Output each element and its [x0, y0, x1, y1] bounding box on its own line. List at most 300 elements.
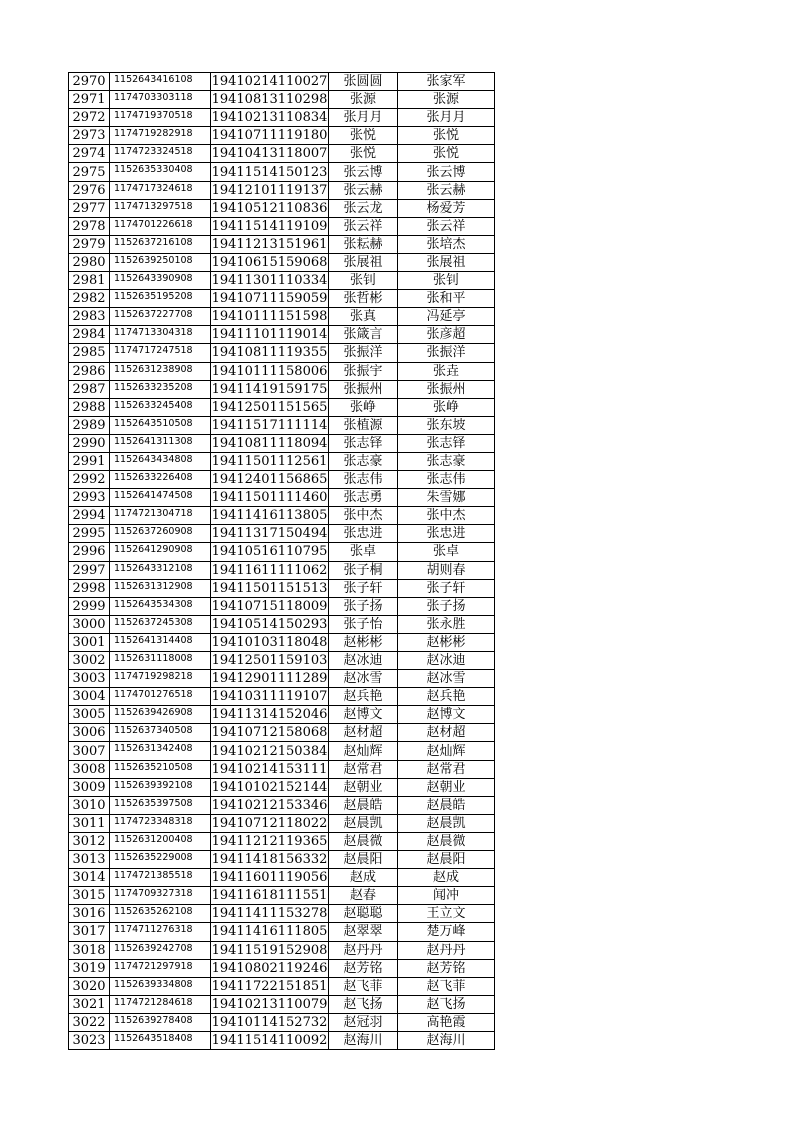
id-number-cell: 19410102152144	[211, 779, 328, 795]
code-cell: 1152643518408	[110, 1031, 211, 1049]
table-row	[69, 253, 495, 271]
table-row	[69, 416, 495, 434]
name-cell: 张忠进	[329, 525, 398, 543]
table-row	[69, 109, 495, 127]
code-cell: 1152633235208	[110, 380, 211, 398]
name-cell: 赵聪聪	[329, 905, 398, 923]
table-row	[69, 380, 495, 398]
second-name-cell: 杨爱芳	[398, 199, 495, 217]
row-number: 3005	[69, 706, 110, 724]
second-name-cell: 赵飞菲	[398, 977, 495, 995]
table-row	[69, 796, 495, 814]
table-row	[69, 832, 495, 850]
table-row	[69, 851, 495, 869]
table-row	[69, 1013, 495, 1031]
table-row	[69, 145, 495, 163]
row-number: 2999	[69, 597, 110, 615]
table-row	[69, 959, 495, 977]
second-name-cell: 张子扬	[398, 597, 495, 615]
second-name-cell: 张家军	[398, 73, 495, 91]
id-number-cell: 19412901111289	[211, 671, 328, 687]
row-number: 3014	[69, 869, 110, 887]
name-cell: 张真	[329, 308, 398, 326]
code-cell: 1152631238908	[110, 362, 211, 380]
name-cell: 张志豪	[329, 452, 398, 470]
row-number: 3020	[69, 977, 110, 995]
second-name-cell: 张永胜	[398, 615, 495, 633]
code-cell: 1152637216108	[110, 235, 211, 253]
row-number: 3000	[69, 615, 110, 633]
row-number: 3023	[69, 1031, 110, 1049]
table-row	[69, 91, 495, 109]
second-name-cell: 赵晨阳	[398, 851, 495, 869]
second-name-cell: 张志伟	[398, 471, 495, 489]
code-cell: 1152637245308	[110, 615, 211, 633]
name-cell: 赵晨阳	[329, 851, 398, 869]
second-name-cell: 张卓	[398, 543, 495, 561]
second-name-cell: 赵海川	[398, 1031, 495, 1049]
row-number: 2995	[69, 525, 110, 543]
code-cell: 1174717247518	[110, 344, 211, 362]
second-name-cell: 张和平	[398, 290, 495, 308]
table-row	[69, 923, 495, 941]
second-name-cell: 张东坡	[398, 416, 495, 434]
table-row	[69, 670, 495, 688]
row-number: 3003	[69, 670, 110, 688]
row-number: 2994	[69, 507, 110, 525]
table-row	[69, 905, 495, 923]
code-cell: 1174721297918	[110, 959, 211, 977]
second-name-cell: 高艳霞	[398, 1013, 495, 1031]
name-cell: 张子轩	[329, 579, 398, 597]
name-cell: 赵冠羽	[329, 1013, 398, 1031]
second-name-cell: 张月月	[398, 109, 495, 127]
id-number-cell: 19411501111460	[211, 490, 328, 506]
row-number: 2972	[69, 109, 110, 127]
second-name-cell: 赵灿辉	[398, 742, 495, 760]
code-cell: 1152643312108	[110, 561, 211, 579]
name-cell: 赵晨微	[329, 832, 398, 850]
second-name-cell: 张志铎	[398, 434, 495, 452]
id-number-cell: 19410111158006	[211, 363, 328, 379]
name-cell: 张植源	[329, 416, 398, 434]
row-number: 3007	[69, 742, 110, 760]
table-row	[69, 434, 495, 452]
id-number-cell: 19410114152732	[211, 1014, 328, 1030]
id-number-cell: 19411416111805	[211, 924, 328, 940]
name-cell: 张志伟	[329, 471, 398, 489]
second-name-cell: 赵芳铭	[398, 959, 495, 977]
table-row	[69, 814, 495, 832]
second-name-cell: 张志豪	[398, 452, 495, 470]
name-cell: 赵材超	[329, 724, 398, 742]
table-row	[69, 362, 495, 380]
code-cell: 1174713304318	[110, 326, 211, 344]
table-row	[69, 995, 495, 1013]
id-number-cell: 19410214110027	[211, 74, 328, 90]
code-cell: 1152643510508	[110, 416, 211, 434]
id-number-cell: 19410311119107	[211, 689, 328, 705]
code-cell: 1152643416108	[110, 73, 211, 91]
row-number: 3002	[69, 652, 110, 670]
row-number: 2974	[69, 145, 110, 163]
second-name-cell: 张彦超	[398, 326, 495, 344]
second-name-cell: 张云赫	[398, 181, 495, 199]
second-name-cell: 张振洋	[398, 344, 495, 362]
row-number: 3015	[69, 887, 110, 905]
code-cell: 1174723348318	[110, 814, 211, 832]
second-name-cell: 张悦	[398, 145, 495, 163]
code-cell: 1152631118008	[110, 652, 211, 670]
id-number-cell: 19412501159103	[211, 653, 328, 669]
code-cell: 1152639242708	[110, 941, 211, 959]
id-number-cell: 19411501112561	[211, 454, 328, 470]
row-number: 3022	[69, 1013, 110, 1031]
name-cell: 赵彬彬	[329, 633, 398, 651]
code-cell: 1174723324518	[110, 145, 211, 163]
row-number: 2980	[69, 253, 110, 271]
code-cell: 1174719298218	[110, 670, 211, 688]
row-number: 2975	[69, 163, 110, 181]
code-cell: 1152637340508	[110, 724, 211, 742]
table-row	[69, 471, 495, 489]
table-row	[69, 290, 495, 308]
row-number: 3021	[69, 995, 110, 1013]
row-number: 2991	[69, 452, 110, 470]
code-cell: 1152641290908	[110, 543, 211, 561]
table-row	[69, 543, 495, 561]
table-row	[69, 597, 495, 615]
row-number: 2993	[69, 489, 110, 507]
second-name-cell: 张振州	[398, 380, 495, 398]
table-row	[69, 887, 495, 905]
second-name-cell: 张培杰	[398, 235, 495, 253]
row-number: 2978	[69, 217, 110, 235]
second-name-cell: 赵常君	[398, 760, 495, 778]
id-number-cell: 19410811118094	[211, 435, 328, 451]
name-cell: 张云祥	[329, 217, 398, 235]
row-number: 2973	[69, 127, 110, 145]
name-cell: 赵朝业	[329, 778, 398, 796]
row-number: 2990	[69, 434, 110, 452]
id-number-cell: 19410103118048	[211, 634, 328, 650]
code-cell: 1152633245408	[110, 398, 211, 416]
name-cell: 张峥	[329, 398, 398, 416]
id-number-cell: 19411722151851	[211, 978, 328, 994]
id-number-cell: 19411519152908	[211, 942, 328, 958]
table-row	[69, 163, 495, 181]
id-number-cell: 19410512110836	[211, 200, 328, 216]
code-cell: 1152643434808	[110, 452, 211, 470]
name-cell: 张月月	[329, 109, 398, 127]
name-cell: 张子怡	[329, 615, 398, 633]
table-row	[69, 489, 495, 507]
name-cell: 张箴言	[329, 326, 398, 344]
name-cell: 张子桐	[329, 561, 398, 579]
id-number-cell: 19411517111114	[211, 417, 328, 433]
table-row	[69, 652, 495, 670]
table-row	[69, 507, 495, 525]
row-number: 2996	[69, 543, 110, 561]
code-cell: 1174701226618	[110, 217, 211, 235]
name-cell: 张振州	[329, 380, 398, 398]
id-number-cell: 19410715118009	[211, 598, 328, 614]
code-cell: 1174721385518	[110, 869, 211, 887]
id-number-cell: 19410711119180	[211, 128, 328, 144]
row-number: 2989	[69, 416, 110, 434]
id-number-cell: 19410213110079	[211, 996, 328, 1012]
code-cell: 1152641474508	[110, 489, 211, 507]
id-number-cell: 19411419159175	[211, 381, 328, 397]
id-number-cell: 19411314152046	[211, 707, 328, 723]
code-cell: 1152643534308	[110, 597, 211, 615]
id-number-cell: 19411618111551	[211, 888, 328, 904]
code-cell: 1152639334808	[110, 977, 211, 995]
second-name-cell: 张峥	[398, 398, 495, 416]
row-number: 2998	[69, 579, 110, 597]
row-number: 2977	[69, 199, 110, 217]
id-number-cell: 19410811119355	[211, 345, 328, 361]
row-number: 3009	[69, 778, 110, 796]
code-cell: 1174721284618	[110, 995, 211, 1013]
second-name-cell: 赵丹丹	[398, 941, 495, 959]
second-name-cell: 朱雪娜	[398, 489, 495, 507]
table-row	[69, 73, 495, 91]
name-cell: 张志勇	[329, 489, 398, 507]
id-number-cell: 19410712158068	[211, 725, 328, 741]
code-cell: 1152637227708	[110, 308, 211, 326]
table-row	[69, 688, 495, 706]
name-cell: 赵晨皓	[329, 796, 398, 814]
code-cell: 1152641311308	[110, 434, 211, 452]
row-number: 2983	[69, 308, 110, 326]
second-name-cell: 张云祥	[398, 217, 495, 235]
table-row	[69, 579, 495, 597]
name-cell: 赵海川	[329, 1031, 398, 1049]
code-cell: 1152643390908	[110, 272, 211, 290]
code-cell: 1152635262108	[110, 905, 211, 923]
id-number-cell: 19410615159068	[211, 254, 328, 270]
name-cell: 赵博文	[329, 706, 398, 724]
id-number-cell: 19411601119056	[211, 870, 328, 886]
name-cell: 赵飞扬	[329, 995, 398, 1013]
name-cell: 张振宇	[329, 362, 398, 380]
second-name-cell: 赵晨皓	[398, 796, 495, 814]
second-name-cell: 赵晨微	[398, 832, 495, 850]
id-number-cell: 19410413118007	[211, 146, 328, 162]
id-number-cell: 19410213110834	[211, 110, 328, 126]
name-cell: 赵晨凯	[329, 814, 398, 832]
table-row	[69, 272, 495, 290]
id-number-cell: 19411317150494	[211, 526, 328, 542]
second-name-cell: 张悦	[398, 127, 495, 145]
code-cell: 1174719370518	[110, 109, 211, 127]
row-number: 3016	[69, 905, 110, 923]
name-cell: 赵常君	[329, 760, 398, 778]
row-number: 2979	[69, 235, 110, 253]
id-number-cell: 19411416113805	[211, 508, 328, 524]
row-number: 2988	[69, 398, 110, 416]
second-name-cell: 赵晨凯	[398, 814, 495, 832]
table-row	[69, 344, 495, 362]
second-name-cell: 张子轩	[398, 579, 495, 597]
code-cell: 1152631342408	[110, 742, 211, 760]
code-cell: 1152639250108	[110, 253, 211, 271]
code-cell: 1174703303118	[110, 91, 211, 109]
code-cell: 1174711276318	[110, 923, 211, 941]
code-cell: 1152633226408	[110, 471, 211, 489]
row-number: 3013	[69, 851, 110, 869]
table-row	[69, 760, 495, 778]
second-name-cell: 赵彬彬	[398, 633, 495, 651]
id-number-cell: 19411514110092	[211, 1033, 328, 1049]
row-number: 3010	[69, 796, 110, 814]
table-row	[69, 633, 495, 651]
second-name-cell: 赵冰迪	[398, 652, 495, 670]
id-number-cell: 19410802119246	[211, 960, 328, 976]
table-row	[69, 724, 495, 742]
table-row	[69, 561, 495, 579]
id-number-cell: 19412101119137	[211, 182, 328, 198]
id-number-cell: 19411514119109	[211, 218, 328, 234]
row-number: 2982	[69, 290, 110, 308]
name-cell: 张悦	[329, 145, 398, 163]
second-name-cell: 闻冲	[398, 887, 495, 905]
table-row	[69, 452, 495, 470]
table-row	[69, 199, 495, 217]
row-number: 3017	[69, 923, 110, 941]
row-number: 2984	[69, 326, 110, 344]
id-number-cell: 19411514150123	[211, 164, 328, 180]
row-number: 2985	[69, 344, 110, 362]
code-cell: 1152631312908	[110, 579, 211, 597]
name-cell: 张子扬	[329, 597, 398, 615]
id-number-cell: 19411611111062	[211, 562, 328, 578]
id-number-cell: 19411501151513	[211, 580, 328, 596]
name-cell: 张志铎	[329, 434, 398, 452]
table-body	[69, 73, 495, 1050]
table-row	[69, 1031, 495, 1049]
row-number: 2976	[69, 181, 110, 199]
code-cell: 1152635195208	[110, 290, 211, 308]
code-cell: 1152639392108	[110, 778, 211, 796]
name-cell: 赵飞菲	[329, 977, 398, 995]
name-cell: 赵兵艳	[329, 688, 398, 706]
second-name-cell: 张垚	[398, 362, 495, 380]
id-number-cell: 19411411153278	[211, 906, 328, 922]
code-cell: 1152639426908	[110, 706, 211, 724]
id-number-cell: 19410516110795	[211, 544, 328, 560]
second-name-cell: 王立文	[398, 905, 495, 923]
name-cell: 赵成	[329, 869, 398, 887]
name-cell: 赵丹丹	[329, 941, 398, 959]
id-number-cell: 19410212150384	[211, 743, 328, 759]
name-cell: 赵芳铭	[329, 959, 398, 977]
code-cell: 1152635397508	[110, 796, 211, 814]
code-cell: 1152635330408	[110, 163, 211, 181]
name-cell: 赵春	[329, 887, 398, 905]
name-cell: 赵冰雪	[329, 670, 398, 688]
row-number: 2970	[69, 73, 110, 91]
table-row	[69, 217, 495, 235]
name-cell: 张悦	[329, 127, 398, 145]
name-cell: 赵冰迪	[329, 652, 398, 670]
code-cell: 1152639278408	[110, 1013, 211, 1031]
second-name-cell: 赵朝业	[398, 778, 495, 796]
table-row	[69, 941, 495, 959]
code-cell: 1152631200408	[110, 832, 211, 850]
row-number: 2971	[69, 91, 110, 109]
id-number-cell: 19410711159059	[211, 291, 328, 307]
row-number: 3019	[69, 959, 110, 977]
id-number-cell: 19411418156332	[211, 852, 328, 868]
code-cell: 1174719282918	[110, 127, 211, 145]
row-number: 2981	[69, 272, 110, 290]
id-number-cell: 19411101119014	[211, 327, 328, 343]
second-name-cell: 张展祖	[398, 253, 495, 271]
id-number-cell: 19410712118022	[211, 815, 328, 831]
table-row	[69, 398, 495, 416]
id-number-cell: 19410111151598	[211, 309, 328, 325]
row-number: 3001	[69, 633, 110, 651]
name-cell: 赵灿辉	[329, 742, 398, 760]
name-cell: 张云龙	[329, 199, 398, 217]
code-cell: 1174717324618	[110, 181, 211, 199]
row-number: 2987	[69, 380, 110, 398]
name-cell: 张源	[329, 91, 398, 109]
id-number-cell: 19410212153346	[211, 797, 328, 813]
table-row	[69, 127, 495, 145]
row-number: 3011	[69, 814, 110, 832]
id-number-cell: 19412501151565	[211, 399, 328, 415]
id-number-cell: 19410214153111	[211, 761, 328, 777]
second-name-cell: 张忠进	[398, 525, 495, 543]
name-cell: 张云博	[329, 163, 398, 181]
second-name-cell: 张钊	[398, 272, 495, 290]
code-cell: 1152637260908	[110, 525, 211, 543]
row-number: 2986	[69, 362, 110, 380]
id-number-cell: 19410813110298	[211, 92, 328, 108]
registration-table	[68, 72, 495, 1050]
name-cell: 张哲彬	[329, 290, 398, 308]
code-cell: 1174721304718	[110, 507, 211, 525]
row-number: 2997	[69, 561, 110, 579]
code-cell: 1152635229008	[110, 851, 211, 869]
table-row	[69, 742, 495, 760]
name-cell: 赵翠翠	[329, 923, 398, 941]
second-name-cell: 赵冰雪	[398, 670, 495, 688]
name-cell: 张中杰	[329, 507, 398, 525]
table-row	[69, 326, 495, 344]
name-cell: 张圆圆	[329, 73, 398, 91]
row-number: 3004	[69, 688, 110, 706]
second-name-cell: 张源	[398, 91, 495, 109]
name-cell: 张振洋	[329, 344, 398, 362]
second-name-cell: 张中杰	[398, 507, 495, 525]
code-cell: 1174713297518	[110, 199, 211, 217]
name-cell: 张钊	[329, 272, 398, 290]
second-name-cell: 赵飞扬	[398, 995, 495, 1013]
table-row	[69, 869, 495, 887]
table-row	[69, 977, 495, 995]
row-number: 3012	[69, 832, 110, 850]
table-row	[69, 778, 495, 796]
code-cell: 1152635210508	[110, 760, 211, 778]
code-cell: 1174709327318	[110, 887, 211, 905]
table-row	[69, 525, 495, 543]
second-name-cell: 胡则春	[398, 561, 495, 579]
code-cell: 1174701276518	[110, 688, 211, 706]
